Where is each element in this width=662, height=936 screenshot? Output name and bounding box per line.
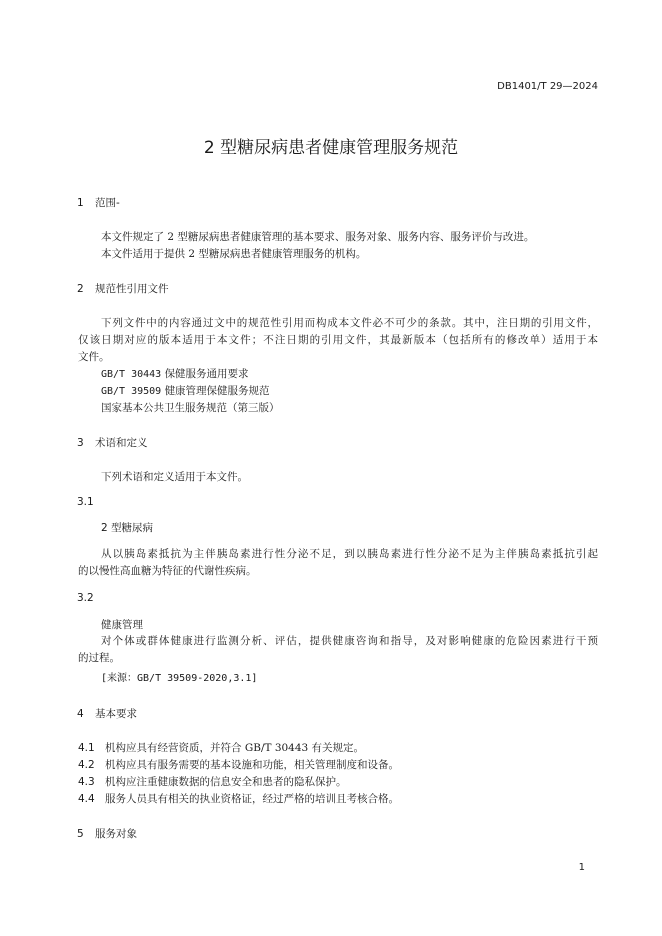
section-4-heading [77, 706, 137, 721]
definition-line: 的过程。 [78, 652, 120, 664]
requirement-text: 机构应具有经营资质，并符合 GB/T 30443 有关规定。 [105, 742, 365, 754]
section-1-heading [77, 195, 120, 210]
reference-name: 健康管理保健服务规范 [164, 385, 270, 397]
reference-name: 保健服务通用要求 [164, 368, 249, 380]
reference-code: GB/T 39509 [101, 386, 162, 397]
page-number: 1 [578, 862, 585, 873]
definition-line: 的以慢性高血糖为特征的代谢性疾病。 [78, 565, 257, 577]
section-title: 术语和定义 [95, 437, 148, 449]
definition-line: 从以胰岛素抵抗为主伴胰岛素进行性分泌不足，到以胰岛素进行性分泌不足为主伴胰岛素抵抗引起 [101, 548, 598, 560]
paragraph: 本文件规定了 2 型糖尿病患者健康管理的基本要求、服务对象、服务内容、服务评价与改进。 [101, 231, 535, 243]
paragraph-line: 文件。 [78, 351, 110, 363]
paragraph: 本文件适用于提供 2 型糖尿病患者健康管理服务的机构。 [101, 248, 367, 260]
section-number: 3 [77, 437, 84, 449]
reference-item [101, 366, 249, 381]
reference-code: GB/T 30443 [101, 369, 162, 380]
requirement-text: 服务人员具有相关的执业资格证，经过严格的培训且考核合格。 [105, 793, 399, 805]
requirement-number: 4.3 [78, 776, 95, 788]
term-source: [来源：GB/T 39509-2020,3.1] [101, 673, 258, 684]
section-number: 2 [77, 283, 84, 295]
definition-line: 对个体或群体健康进行监测分析、评估，提供健康咨询和指导，及对影响健康的危险因素进行干预 [101, 635, 598, 647]
requirement-text: 机构应注重健康数据的信息安全和患者的隐私保护。 [105, 776, 347, 788]
requirement-item [78, 774, 347, 789]
section-2-heading [77, 281, 169, 296]
section-5-heading [77, 826, 137, 841]
requirement-number: 4.4 [78, 793, 95, 805]
term-heading: 健康管理 [101, 619, 143, 631]
section-number: 5 [77, 828, 84, 840]
requirement-text: 机构应具有服务需要的基本设施和功能，相关管理制度和设备。 [105, 759, 399, 771]
requirement-item [78, 757, 399, 772]
paragraph: 下列术语和定义适用于本文件。 [101, 471, 248, 483]
requirement-item [78, 791, 399, 806]
requirement-number: 4.2 [78, 759, 95, 771]
section-title: 规范性引用文件 [95, 283, 169, 295]
section-number: 4 [77, 708, 84, 720]
section-title: 服务对象 [95, 828, 137, 840]
requirement-item [78, 740, 364, 755]
term-number: 3.2 [77, 592, 94, 604]
section-3-heading [77, 435, 148, 450]
term-heading: 2 型糖尿病 [101, 522, 154, 534]
document-code: DB1401/T 29—2024 [497, 81, 598, 92]
page-title: 2 型糖尿病患者健康管理服务规范 [203, 138, 459, 158]
section-number: 1 [77, 197, 84, 209]
section-title: 基本要求 [95, 708, 137, 720]
requirement-number: 4.1 [78, 742, 95, 754]
term-number: 3.1 [77, 496, 94, 508]
reference-name: 国家基本公共卫生服务规范（第三版） [101, 402, 280, 414]
reference-item [101, 383, 270, 398]
reference-item [101, 400, 280, 415]
paragraph-line: 下列文件中的内容通过文中的规范性引用而构成本文件必不可少的条款。其中，注日期的引用文件， [101, 317, 598, 329]
section-title: 范围- [95, 197, 120, 209]
paragraph-line: 仅该日期对应的版本适用于本文件；不注日期的引用文件，其最新版本（包括所有的修改单）适用于本 [78, 334, 598, 346]
